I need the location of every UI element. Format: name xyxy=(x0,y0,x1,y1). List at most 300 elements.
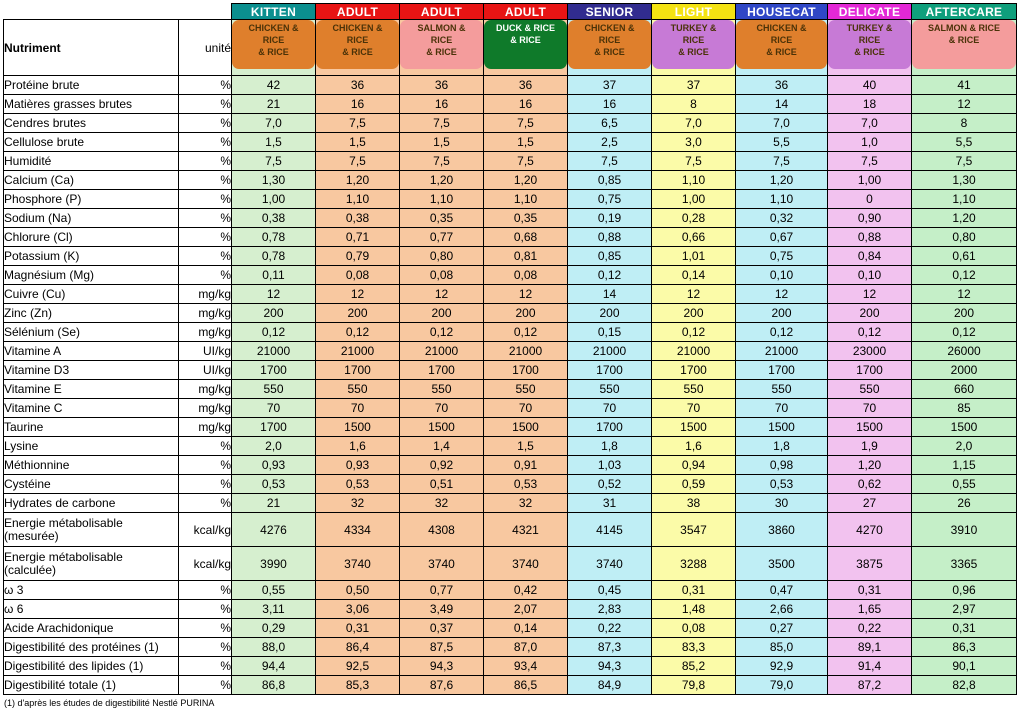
value-cell: 32 xyxy=(316,494,400,513)
value-cell: 0,08 xyxy=(316,266,400,285)
value-cell: 3910 xyxy=(912,513,1017,547)
value-cell: 79,8 xyxy=(652,676,736,695)
variant-header-row xyxy=(4,20,1017,76)
variant-cell xyxy=(912,20,1017,76)
value-cell: 83,3 xyxy=(652,638,736,657)
table-row xyxy=(4,475,1017,494)
value-cell: 1,30 xyxy=(232,171,316,190)
value-cell: 0,84 xyxy=(828,247,912,266)
value-cell: 0,77 xyxy=(400,581,484,600)
value-cell: 1,5 xyxy=(484,133,568,152)
value-cell: 3,11 xyxy=(232,600,316,619)
value-cell: 0,55 xyxy=(232,581,316,600)
unit-cell: % xyxy=(179,228,232,247)
value-cell: 7,0 xyxy=(828,114,912,133)
table-row xyxy=(4,513,1017,547)
value-cell: 550 xyxy=(652,380,736,399)
table-row xyxy=(4,342,1017,361)
value-cell: 0,78 xyxy=(232,228,316,247)
value-cell: 1,20 xyxy=(736,171,828,190)
value-cell: 0,27 xyxy=(736,619,828,638)
value-cell: 0,15 xyxy=(568,323,652,342)
value-cell: 0,14 xyxy=(484,619,568,638)
value-cell: 7,5 xyxy=(232,152,316,171)
unit-cell: % xyxy=(179,114,232,133)
value-cell: 0,62 xyxy=(828,475,912,494)
value-cell: 0,12 xyxy=(652,323,736,342)
value-cell: 7,0 xyxy=(652,114,736,133)
table-row xyxy=(4,133,1017,152)
value-cell: 8 xyxy=(652,95,736,114)
value-cell: 1500 xyxy=(912,418,1017,437)
value-cell: 94,3 xyxy=(400,657,484,676)
value-cell: 3500 xyxy=(736,547,828,581)
value-cell: 1,65 xyxy=(828,600,912,619)
value-cell: 0,14 xyxy=(652,266,736,285)
value-cell: 4334 xyxy=(316,513,400,547)
value-cell: 550 xyxy=(232,380,316,399)
table-row xyxy=(4,171,1017,190)
nutrient-label: Digestibilité des protéines (1) xyxy=(4,638,179,657)
value-cell: 660 xyxy=(912,380,1017,399)
unit-cell: % xyxy=(179,581,232,600)
variant-cell xyxy=(736,20,828,76)
value-cell: 1,48 xyxy=(652,600,736,619)
value-cell: 86,4 xyxy=(316,638,400,657)
value-cell: 200 xyxy=(912,304,1017,323)
value-cell: 84,9 xyxy=(568,676,652,695)
table-row xyxy=(4,676,1017,695)
brand-header: AFTERCARE xyxy=(912,4,1017,20)
nutrient-label: Acide Arachidonique xyxy=(4,619,179,638)
nutrient-label: Zinc (Zn) xyxy=(4,304,179,323)
unit-cell: UI/kg xyxy=(179,361,232,380)
value-cell: 88,0 xyxy=(232,638,316,657)
value-cell: 1,10 xyxy=(652,171,736,190)
value-cell: 94,4 xyxy=(232,657,316,676)
unit-cell: % xyxy=(179,247,232,266)
table-row xyxy=(4,600,1017,619)
value-cell: 36 xyxy=(484,76,568,95)
unit-cell: % xyxy=(179,676,232,695)
value-cell: 1700 xyxy=(568,361,652,380)
value-cell: 2,0 xyxy=(232,437,316,456)
nutrient-label: Lysine xyxy=(4,437,179,456)
nutrient-label: Magnésium (Mg) xyxy=(4,266,179,285)
table-row xyxy=(4,361,1017,380)
table-row xyxy=(4,323,1017,342)
value-cell: 89,1 xyxy=(828,638,912,657)
value-cell: 1500 xyxy=(484,418,568,437)
value-cell: 12 xyxy=(484,285,568,304)
value-cell: 200 xyxy=(828,304,912,323)
nutrient-label: Humidité xyxy=(4,152,179,171)
value-cell: 0,66 xyxy=(652,228,736,247)
value-cell: 36 xyxy=(316,76,400,95)
value-cell: 0,28 xyxy=(652,209,736,228)
value-cell: 0,22 xyxy=(568,619,652,638)
value-cell: 21 xyxy=(232,95,316,114)
value-cell: 0,37 xyxy=(400,619,484,638)
value-cell: 0,93 xyxy=(316,456,400,475)
value-cell: 0,31 xyxy=(316,619,400,638)
variant-cell xyxy=(400,20,484,76)
nutrient-table xyxy=(3,3,1017,695)
value-cell: 26000 xyxy=(912,342,1017,361)
nutrient-label: Vitamine D3 xyxy=(4,361,179,380)
value-cell: 1,03 xyxy=(568,456,652,475)
value-cell: 0,38 xyxy=(232,209,316,228)
value-cell: 0,12 xyxy=(912,266,1017,285)
value-cell: 7,5 xyxy=(484,114,568,133)
value-cell: 70 xyxy=(652,399,736,418)
value-cell: 85 xyxy=(912,399,1017,418)
value-cell: 3740 xyxy=(400,547,484,581)
unit-cell: % xyxy=(179,152,232,171)
value-cell: 200 xyxy=(232,304,316,323)
value-cell: 90,1 xyxy=(912,657,1017,676)
value-cell: 37 xyxy=(568,76,652,95)
value-cell: 4321 xyxy=(484,513,568,547)
value-cell: 1,10 xyxy=(912,190,1017,209)
table-row xyxy=(4,76,1017,95)
value-cell: 0,12 xyxy=(912,323,1017,342)
value-cell: 0,98 xyxy=(736,456,828,475)
variant-label: DUCK & RICE & RICE xyxy=(484,20,567,69)
value-cell: 0,61 xyxy=(912,247,1017,266)
value-cell: 0,88 xyxy=(568,228,652,247)
value-cell: 70 xyxy=(736,399,828,418)
value-cell: 5,5 xyxy=(736,133,828,152)
value-cell: 0,90 xyxy=(828,209,912,228)
value-cell: 1700 xyxy=(568,418,652,437)
value-cell: 3875 xyxy=(828,547,912,581)
value-cell: 85,2 xyxy=(652,657,736,676)
value-cell: 7,0 xyxy=(232,114,316,133)
value-cell: 0,12 xyxy=(736,323,828,342)
value-cell: 92,5 xyxy=(316,657,400,676)
value-cell: 70 xyxy=(400,399,484,418)
table-row xyxy=(4,209,1017,228)
value-cell: 21000 xyxy=(400,342,484,361)
value-cell: 1500 xyxy=(316,418,400,437)
value-cell: 1,20 xyxy=(828,456,912,475)
value-cell: 42 xyxy=(232,76,316,95)
nutrient-label: Cystéine xyxy=(4,475,179,494)
value-cell: 7,5 xyxy=(316,152,400,171)
unit-cell: % xyxy=(179,171,232,190)
nutrient-label: Calcium (Ca) xyxy=(4,171,179,190)
value-cell: 0,12 xyxy=(232,323,316,342)
value-cell: 1700 xyxy=(652,361,736,380)
value-cell: 1700 xyxy=(232,361,316,380)
value-cell: 4308 xyxy=(400,513,484,547)
value-cell: 7,5 xyxy=(400,152,484,171)
value-cell: 0,12 xyxy=(568,266,652,285)
unit-cell: mg/kg xyxy=(179,399,232,418)
table-row xyxy=(4,95,1017,114)
variant-label: CHICKEN & RICE & RICE xyxy=(316,20,399,69)
value-cell: 0,12 xyxy=(316,323,400,342)
nutrient-label: Sélénium (Se) xyxy=(4,323,179,342)
value-cell: 18 xyxy=(828,95,912,114)
value-cell: 1,20 xyxy=(912,209,1017,228)
value-cell: 0,91 xyxy=(484,456,568,475)
nutrient-label: Chlorure (Cl) xyxy=(4,228,179,247)
value-cell: 0,75 xyxy=(736,247,828,266)
nutrient-label: Cellulose brute xyxy=(4,133,179,152)
unit-cell: mg/kg xyxy=(179,418,232,437)
value-cell: 0,35 xyxy=(484,209,568,228)
unit-cell: % xyxy=(179,600,232,619)
value-cell: 0,96 xyxy=(912,581,1017,600)
value-cell: 14 xyxy=(736,95,828,114)
value-cell: 3,0 xyxy=(652,133,736,152)
corner-cell xyxy=(179,4,232,20)
unit-cell: UI/kg xyxy=(179,342,232,361)
value-cell: 0,22 xyxy=(828,619,912,638)
variant-label: CHICKEN & RICE & RICE xyxy=(568,20,651,69)
value-cell: 0,47 xyxy=(736,581,828,600)
value-cell: 0,59 xyxy=(652,475,736,494)
unit-cell: % xyxy=(179,95,232,114)
value-cell: 70 xyxy=(316,399,400,418)
value-cell: 12 xyxy=(736,285,828,304)
value-cell: 1,00 xyxy=(652,190,736,209)
value-cell: 16 xyxy=(316,95,400,114)
value-cell: 0,75 xyxy=(568,190,652,209)
value-cell: 0,11 xyxy=(232,266,316,285)
value-cell: 1,10 xyxy=(484,190,568,209)
value-cell: 0,08 xyxy=(400,266,484,285)
value-cell: 7,5 xyxy=(484,152,568,171)
value-cell: 2,0 xyxy=(912,437,1017,456)
value-cell: 21 xyxy=(232,494,316,513)
value-cell: 38 xyxy=(652,494,736,513)
nutrient-label: Cuivre (Cu) xyxy=(4,285,179,304)
value-cell: 23000 xyxy=(828,342,912,361)
value-cell: 0,53 xyxy=(484,475,568,494)
value-cell: 0,94 xyxy=(652,456,736,475)
value-cell: 14 xyxy=(568,285,652,304)
value-cell: 36 xyxy=(400,76,484,95)
table-row xyxy=(4,581,1017,600)
brand-header: SENIOR xyxy=(568,4,652,20)
unit-cell: % xyxy=(179,456,232,475)
value-cell: 4270 xyxy=(828,513,912,547)
value-cell: 0,19 xyxy=(568,209,652,228)
value-cell: 550 xyxy=(568,380,652,399)
table-row xyxy=(4,114,1017,133)
value-cell: 2,83 xyxy=(568,600,652,619)
value-cell: 1700 xyxy=(828,361,912,380)
value-cell: 200 xyxy=(736,304,828,323)
variant-cell xyxy=(316,20,400,76)
value-cell: 0,32 xyxy=(736,209,828,228)
unit-cell: % xyxy=(179,437,232,456)
value-cell: 1,10 xyxy=(400,190,484,209)
value-cell: 7,5 xyxy=(736,152,828,171)
unit-cell: % xyxy=(179,494,232,513)
table-row xyxy=(4,547,1017,581)
variant-cell xyxy=(568,20,652,76)
unit-cell: mg/kg xyxy=(179,285,232,304)
value-cell: 86,3 xyxy=(912,638,1017,657)
value-cell: 7,5 xyxy=(828,152,912,171)
value-cell: 3740 xyxy=(568,547,652,581)
value-cell: 87,3 xyxy=(568,638,652,657)
value-cell: 7,5 xyxy=(400,114,484,133)
value-cell: 2,97 xyxy=(912,600,1017,619)
unit-cell: % xyxy=(179,619,232,638)
unit-cell: % xyxy=(179,76,232,95)
nutrient-label: Digestibilité totale (1) xyxy=(4,676,179,695)
value-cell: 12 xyxy=(912,285,1017,304)
value-cell: 21000 xyxy=(232,342,316,361)
value-cell: 21000 xyxy=(736,342,828,361)
value-cell: 200 xyxy=(484,304,568,323)
value-cell: 21000 xyxy=(568,342,652,361)
value-cell: 70 xyxy=(232,399,316,418)
value-cell: 1700 xyxy=(316,361,400,380)
value-cell: 12 xyxy=(316,285,400,304)
corner-cell xyxy=(4,4,179,20)
value-cell: 0,45 xyxy=(568,581,652,600)
value-cell: 7,0 xyxy=(736,114,828,133)
value-cell: 0,77 xyxy=(400,228,484,247)
table-row xyxy=(4,456,1017,475)
value-cell: 0,08 xyxy=(652,619,736,638)
value-cell: 0,88 xyxy=(828,228,912,247)
nutrient-label: Sodium (Na) xyxy=(4,209,179,228)
nutrient-label: Phosphore (P) xyxy=(4,190,179,209)
value-cell: 3990 xyxy=(232,547,316,581)
nutrient-column-header: Nutriment xyxy=(4,20,179,76)
value-cell: 1500 xyxy=(736,418,828,437)
table-row xyxy=(4,304,1017,323)
brand-header: ADULT xyxy=(316,4,400,20)
value-cell: 1,00 xyxy=(828,171,912,190)
value-cell: 0,35 xyxy=(400,209,484,228)
value-cell: 4145 xyxy=(568,513,652,547)
nutrient-label: Potassium (K) xyxy=(4,247,179,266)
brand-header: ADULT xyxy=(400,4,484,20)
value-cell: 0,80 xyxy=(912,228,1017,247)
nutrient-label: Matières grasses brutes xyxy=(4,95,179,114)
value-cell: 0 xyxy=(828,190,912,209)
value-cell: 1500 xyxy=(828,418,912,437)
value-cell: 0,93 xyxy=(232,456,316,475)
value-cell: 6,5 xyxy=(568,114,652,133)
value-cell: 0,51 xyxy=(400,475,484,494)
value-cell: 550 xyxy=(736,380,828,399)
value-cell: 1,4 xyxy=(400,437,484,456)
nutrient-label: ω 3 xyxy=(4,581,179,600)
value-cell: 3740 xyxy=(316,547,400,581)
value-cell: 1,0 xyxy=(828,133,912,152)
unit-cell: % xyxy=(179,190,232,209)
value-cell: 37 xyxy=(652,76,736,95)
unit-cell: mg/kg xyxy=(179,380,232,399)
value-cell: 31 xyxy=(568,494,652,513)
value-cell: 1,00 xyxy=(232,190,316,209)
variant-cell xyxy=(828,20,912,76)
value-cell: 4276 xyxy=(232,513,316,547)
value-cell: 200 xyxy=(316,304,400,323)
table-row xyxy=(4,152,1017,171)
value-cell: 2,66 xyxy=(736,600,828,619)
value-cell: 85,0 xyxy=(736,638,828,657)
nutrient-label: Protéine brute xyxy=(4,76,179,95)
nutrient-label: ω 6 xyxy=(4,600,179,619)
table-row xyxy=(4,494,1017,513)
value-cell: 92,9 xyxy=(736,657,828,676)
value-cell: 86,8 xyxy=(232,676,316,695)
value-cell: 1,5 xyxy=(316,133,400,152)
value-cell: 8 xyxy=(912,114,1017,133)
value-cell: 12 xyxy=(912,95,1017,114)
value-cell: 0,50 xyxy=(316,581,400,600)
value-cell: 87,0 xyxy=(484,638,568,657)
value-cell: 87,6 xyxy=(400,676,484,695)
value-cell: 550 xyxy=(828,380,912,399)
value-cell: 1,5 xyxy=(484,437,568,456)
value-cell: 3860 xyxy=(736,513,828,547)
value-cell: 12 xyxy=(652,285,736,304)
value-cell: 0,10 xyxy=(828,266,912,285)
value-cell: 0,12 xyxy=(400,323,484,342)
unit-cell: kcal/kg xyxy=(179,547,232,581)
value-cell: 82,8 xyxy=(912,676,1017,695)
unit-cell: % xyxy=(179,133,232,152)
brand-header: DELICATE xyxy=(828,4,912,20)
nutrient-label: Digestibilité des lipides (1) xyxy=(4,657,179,676)
value-cell: 70 xyxy=(568,399,652,418)
nutrient-label: Hydrates de carbone xyxy=(4,494,179,513)
value-cell: 32 xyxy=(400,494,484,513)
value-cell: 12 xyxy=(400,285,484,304)
value-cell: 16 xyxy=(484,95,568,114)
value-cell: 16 xyxy=(400,95,484,114)
value-cell: 200 xyxy=(652,304,736,323)
value-cell: 3,06 xyxy=(316,600,400,619)
brand-header: KITTEN xyxy=(232,4,316,20)
nutrient-label: Méthionnine xyxy=(4,456,179,475)
value-cell: 0,53 xyxy=(736,475,828,494)
value-cell: 0,52 xyxy=(568,475,652,494)
value-cell: 1700 xyxy=(484,361,568,380)
value-cell: 7,5 xyxy=(912,152,1017,171)
value-cell: 1700 xyxy=(232,418,316,437)
value-cell: 40 xyxy=(828,76,912,95)
variant-label: SALMON & RICE & RICE xyxy=(912,20,1016,69)
unit-cell: % xyxy=(179,475,232,494)
value-cell: 0,10 xyxy=(736,266,828,285)
unit-cell: mg/kg xyxy=(179,323,232,342)
value-cell: 0,85 xyxy=(568,171,652,190)
table-row xyxy=(4,380,1017,399)
unit-cell: % xyxy=(179,657,232,676)
value-cell: 1700 xyxy=(736,361,828,380)
value-cell: 0,29 xyxy=(232,619,316,638)
nutrient-label: Energie métabolisable (mesurée) xyxy=(4,513,179,547)
value-cell: 1,8 xyxy=(568,437,652,456)
value-cell: 7,5 xyxy=(568,152,652,171)
variant-label: CHICKEN & RICE & RICE xyxy=(232,20,315,69)
table-row xyxy=(4,190,1017,209)
value-cell: 0,53 xyxy=(316,475,400,494)
value-cell: 87,2 xyxy=(828,676,912,695)
